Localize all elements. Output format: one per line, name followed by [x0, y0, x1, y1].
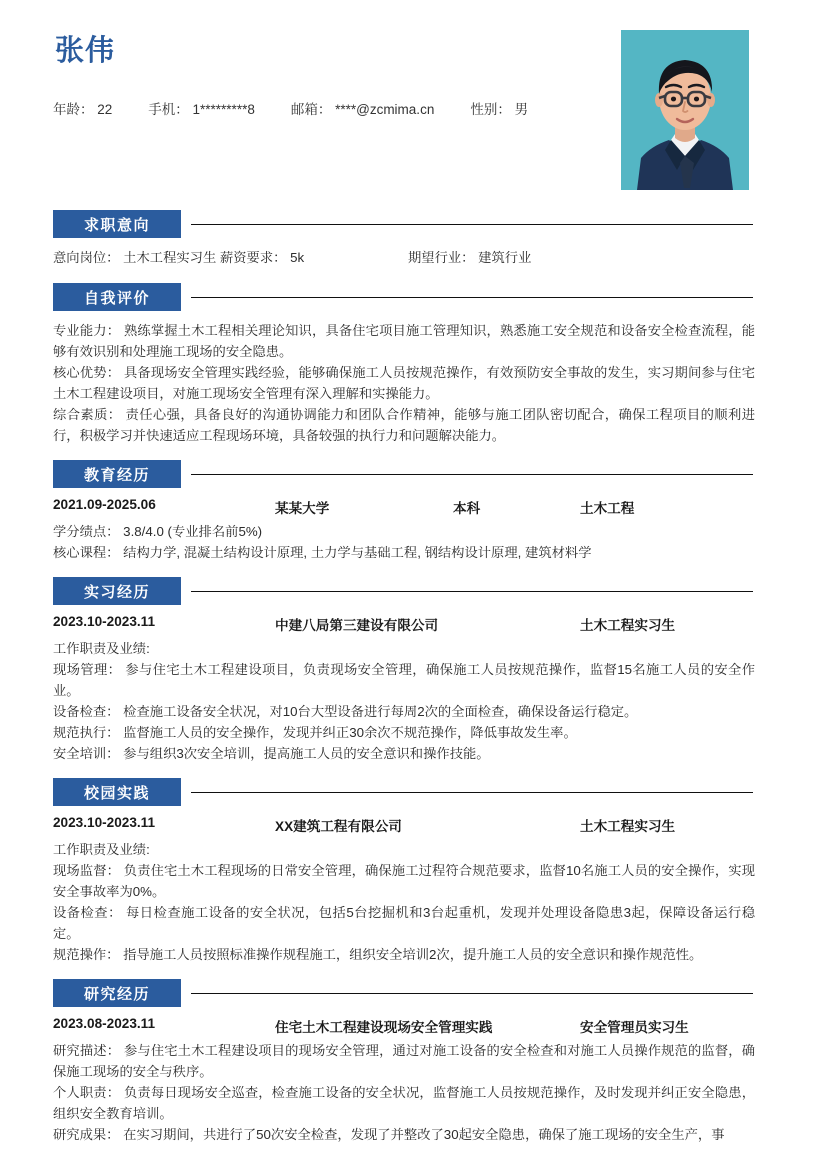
section-title-internship: 实习经历 [53, 577, 181, 605]
self-eval-paragraph: 核心优势： 具备现场安全管理实践经验，能够确保施工人员按规范操作，有效预防安全事故的发生，实习期间参与住宅土木工程建设项目，对施工现场安全管理有深入理解和实操能力。 [53, 365, 755, 401]
internship-duties-label: 工作职责及业绩: [53, 641, 150, 656]
candidate-photo [621, 30, 749, 190]
section-rule [191, 474, 753, 475]
contact-phone: 手机： 1*********8 [148, 101, 255, 117]
section-intent [53, 210, 767, 269]
campus-detail: 现场监督： 负责住宅土木工程现场的日常安全管理，确保施工过程符合规范要求，监督10名施工人员的安全操作，实现安全事故率为0%。 [53, 863, 755, 899]
internship-detail: 设备检查： 检查施工设备安全状况，对10台大型设备进行每周2次的全面检查，确保设备运行稳定。 [53, 704, 638, 719]
section-rule [191, 792, 753, 793]
section-title-intent: 求职意向 [53, 210, 181, 238]
contact-email: 邮箱： ****@zcmima.cn [290, 101, 435, 117]
section-header-self-evaluation [53, 283, 767, 311]
campus-role: 土木工程实习生 [580, 819, 676, 834]
education-courses: 核心课程： 结构力学, 混凝土结构设计原理, 土力学与基础工程, 钢结构设计原理, 建筑材料学 [53, 545, 592, 560]
section-header-education [53, 460, 767, 488]
internship-detail: 现场管理： 参与住宅土木工程建设项目，负责现场安全管理，确保施工人员按规范操作，监督15名施工人员的安全作业。 [53, 662, 755, 698]
education-entry-row [53, 497, 767, 519]
section-title-research: 研究经历 [53, 979, 181, 1007]
section-rule [191, 297, 753, 298]
section-research [53, 979, 767, 1145]
section-rule [191, 224, 753, 225]
education-gpa: 学分绩点： 3.8/4.0 (专业排名前5%) [53, 524, 263, 539]
section-title-self-evaluation: 自我评价 [53, 283, 181, 311]
campus-detail: 规范操作： 指导施工人员按照标准操作规程施工，组织安全培训2次，提升施工人员的安全意识和操作规范性。 [53, 947, 703, 962]
section-header-campus-practice [53, 778, 767, 806]
research-role: 安全管理员实习生 [580, 1020, 689, 1035]
education-major: 土木工程 [580, 501, 635, 516]
section-self-evaluation [53, 283, 767, 446]
internship-entry-row [53, 614, 767, 636]
section-education [53, 460, 767, 563]
section-rule [191, 591, 753, 592]
campus-entry-row [53, 815, 767, 837]
education-school: 某某大学 [275, 501, 330, 516]
section-rule [191, 993, 753, 994]
contact-gender: 性别： 男 [470, 101, 529, 117]
internship-role: 土木工程实习生 [580, 618, 676, 633]
intent-position-salary: 意向岗位： 土木工程实习生 薪资要求： 5k [53, 250, 305, 265]
education-date: 2021.09-2025.06 [53, 497, 156, 512]
campus-date: 2023.10-2023.11 [53, 815, 156, 830]
section-header-intent [53, 210, 767, 238]
internship-detail: 安全培训： 参与组织3次安全培训，提高施工人员的安全意识和操作技能。 [53, 746, 490, 761]
contact-age: 年龄： 22 [53, 101, 113, 117]
resume-header [53, 0, 767, 196]
section-header-research [53, 979, 767, 1007]
campus-duties-label: 工作职责及业绩: [53, 842, 150, 857]
candidate-name: 张伟 [55, 35, 116, 67]
research-date: 2023.08-2023.11 [53, 1016, 156, 1031]
internship-date: 2023.10-2023.11 [53, 614, 156, 629]
research-topic: 住宅土木工程建设现场安全管理实践 [275, 1020, 493, 1035]
self-eval-paragraph: 专业能力： 熟练掌握土木工程相关理论知识，具备住宅项目施工管理知识，熟悉施工安全规范和设备安全检查流程，能够有效识别和处理施工现场的安全隐患。 [53, 323, 755, 359]
section-title-campus-practice: 校园实践 [53, 778, 181, 806]
research-entry-row [53, 1016, 767, 1038]
section-title-education: 教育经历 [53, 460, 181, 488]
intent-row [53, 247, 767, 269]
research-detail: 研究描述： 参与住宅土木工程建设项目的现场安全管理，通过对施工设备的安全检查和对施工人员操作规范的监督，确保施工现场的安全与秩序。 [53, 1043, 755, 1079]
research-detail: 研究成果： 在实习期间，共进行了50次安全检查，发现了并整改了30起安全隐患，确保了施工现场的安全生产，事 [53, 1127, 725, 1142]
campus-company: XX建筑工程有限公司 [275, 819, 402, 834]
research-detail: 个人职责： 负责每日现场安全巡查，检查施工设备的安全状况，监督施工人员按规范操作，及时发现并纠正安全隐患，组织安全教育培训。 [53, 1085, 755, 1121]
self-eval-paragraph: 综合素质： 责任心强，具备良好的沟通协调能力和团队合作精神，能够与施工团队密切配合，确保工程项目的顺利进行，积极学习并快速适应工程现场环境，具备较强的执行力和问题解决能力。 [53, 407, 755, 443]
portrait-illustration [621, 30, 749, 190]
section-header-internship [53, 577, 767, 605]
intent-industry: 期望行业： 建筑行业 [408, 250, 532, 265]
education-degree: 本科 [453, 501, 481, 516]
section-internship [53, 577, 767, 764]
internship-detail: 规范执行： 监督施工人员的安全操作，发现并纠正30余次不规范操作，降低事故发生率。 [53, 725, 577, 740]
internship-company: 中建八局第三建设有限公司 [275, 618, 439, 633]
section-campus-practice [53, 778, 767, 965]
campus-detail: 设备检查： 每日检查施工设备的安全状况，包括5台挖掘机和3台起重机，发现并处理设备隐患3起，保障设备运行稳定。 [53, 905, 755, 941]
